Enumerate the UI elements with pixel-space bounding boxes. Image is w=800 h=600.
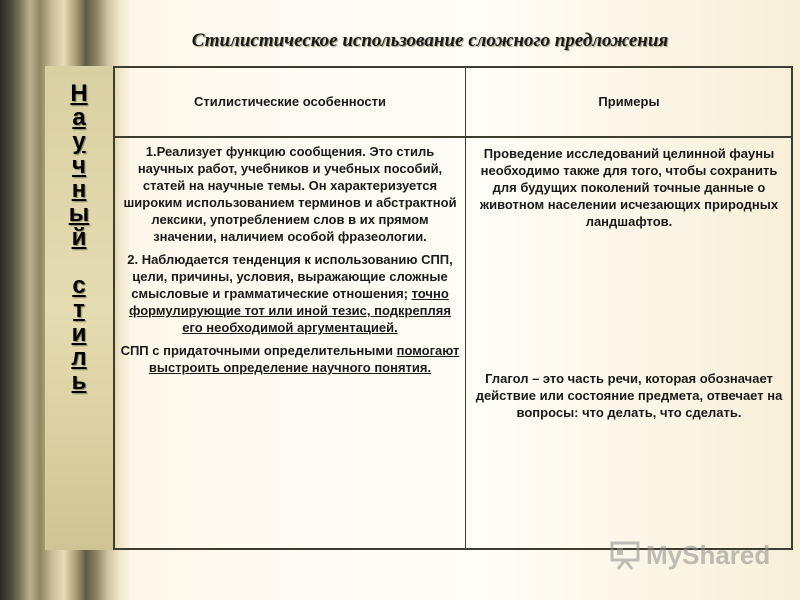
letter: т: [73, 296, 85, 323]
feature-paragraph-3-underlined: помогают выстроить определение научного понятия.: [148, 343, 460, 375]
features-cell: [120, 143, 460, 382]
letter: ч: [72, 152, 86, 179]
letter: ы: [68, 200, 90, 227]
column-divider: [465, 66, 466, 550]
vertical-letters: [45, 82, 113, 394]
example-1: Проведение исследований целинной фауны необходимо также для того, чтобы сохранить для будущих поколений точные данные о животном населении исчезающих природных ландшафтов.: [479, 146, 779, 229]
feature-paragraph-2-text: 2. Наблюдается тенденция к использованию СПП, цели, причины, условия, выражающие сложные смысловые и грамматические отношения;: [127, 252, 453, 301]
feature-paragraph-2-underlined: точно формулирующие тот или иной тезис, подкрепляя его необходимой аргументацией.: [129, 286, 451, 335]
letter: и: [71, 320, 87, 347]
letter: й: [71, 224, 87, 251]
letter: у: [72, 128, 86, 155]
feature-paragraph-1: 1.Реализует функцию сообщения. Это стиль научных работ, учебников и учебных пособий, статей на научные темы. Он характеризуется широким использованием терминов и абстрактной лексики, употреблением слов в их прямом значении, наличием особой фразеологии.: [123, 144, 457, 244]
feature-paragraph-3: [120, 342, 460, 376]
slide-title: Стилистическое использование сложного предложения: [191, 30, 669, 51]
watermark: [608, 538, 788, 572]
letter: л: [71, 344, 87, 371]
letter: н: [71, 176, 87, 203]
letter: Н: [70, 80, 88, 107]
header-features: Стилистические особенности: [193, 93, 387, 109]
letter: а: [72, 104, 86, 131]
feature-paragraph-3-text: СПП с придаточными определительными: [120, 343, 397, 358]
example-2: Глагол – это часть речи, которая обозначает действие или состояние предмета, отвечает на вопросы: что делать, что сделать.: [475, 371, 783, 420]
letter: ь: [71, 368, 87, 395]
watermark-text: MyShared: [646, 539, 771, 570]
letter: с: [72, 272, 86, 299]
presentation-board-icon: [608, 540, 642, 570]
vertical-label-scientific-style: [45, 66, 115, 550]
header-examples: Примеры: [598, 93, 660, 109]
feature-paragraph-2: [120, 251, 460, 336]
header-row-divider: [115, 136, 793, 138]
